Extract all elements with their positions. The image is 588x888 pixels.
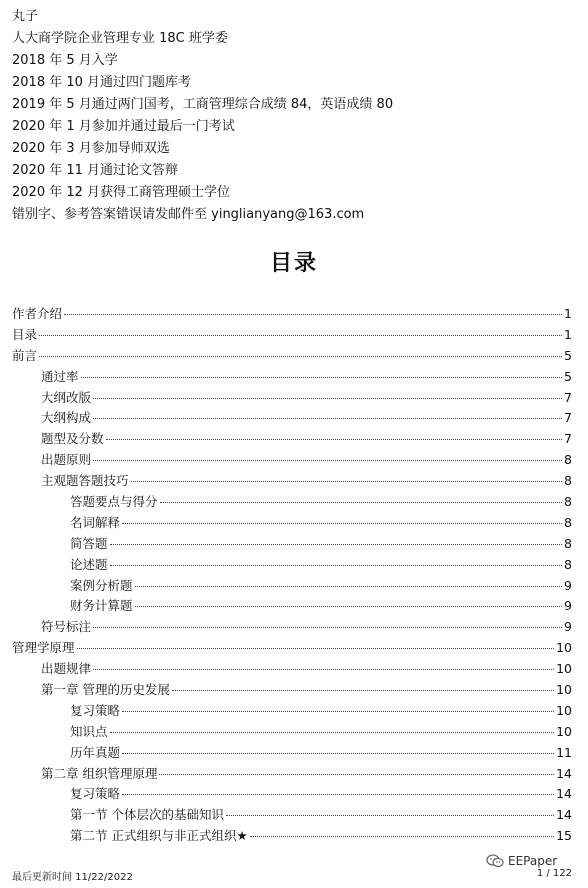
toc-entry-page: 5 xyxy=(564,347,572,363)
toc-leader-dots xyxy=(93,669,554,670)
toc-leader-dots xyxy=(122,523,562,524)
toc-entry-page: 10 xyxy=(556,661,572,677)
toc-entry-page: 11 xyxy=(556,744,572,760)
toc-entry-title: 简答题 xyxy=(70,535,108,551)
toc-leader-dots xyxy=(122,753,554,754)
toc-entry-page: 8 xyxy=(564,556,572,572)
toc-entry[interactable] xyxy=(12,805,572,826)
author-intro xyxy=(12,6,393,226)
toc-entry-title: 第二章 组织管理原理 xyxy=(41,765,158,781)
toc-entry[interactable] xyxy=(12,513,572,534)
page-number: 1 / 122 xyxy=(536,868,572,879)
toc-entry-title: 大纲改版 xyxy=(41,389,92,405)
toc-entry-title: 知识点 xyxy=(70,723,108,739)
toc-leader-dots xyxy=(226,815,554,816)
toc-leader-dots xyxy=(250,836,554,837)
toc-entry-page: 9 xyxy=(564,619,572,635)
toc-leader-dots xyxy=(106,439,563,440)
intro-line: 2019 年 5 月通过两门国考，工商管理综合成绩 84，英语成绩 80 xyxy=(12,97,394,112)
toc-entry-page: 8 xyxy=(564,452,572,468)
toc-entry-page: 10 xyxy=(556,640,572,656)
toc-entry-title: 通过率 xyxy=(41,368,79,384)
toc-leader-dots xyxy=(93,398,562,399)
toc-entry[interactable] xyxy=(12,659,572,680)
intro-line: 2018 年 5 月入学 xyxy=(12,53,118,68)
toc-entry-page: 5 xyxy=(564,368,572,384)
toc-entry[interactable] xyxy=(12,346,572,367)
toc-entry-title: 历年真题 xyxy=(70,744,121,760)
toc-entry-title: 复习策略 xyxy=(70,786,121,802)
toc-entry-title: 符号标注 xyxy=(41,619,92,635)
toc-leader-dots xyxy=(110,565,563,566)
toc-entry[interactable] xyxy=(12,429,572,450)
toc-entry-title: 第一节 个体层次的基础知识 xyxy=(70,807,224,823)
toc-leader-dots xyxy=(64,314,562,315)
toc-entry-page: 14 xyxy=(556,765,572,781)
toc-leader-dots xyxy=(77,648,555,649)
toc-entry-title: 第一章 管理的历史发展 xyxy=(41,682,170,698)
toc-entry[interactable] xyxy=(12,826,572,847)
toc-entry-title: 名词解释 xyxy=(70,514,121,530)
intro-line: 2020 年 11 月通过论文答辩 xyxy=(12,163,179,178)
toc-entry-page: 8 xyxy=(564,494,572,510)
intro-line: 丸子 xyxy=(12,9,39,24)
intro-line: 2020 年 12 月获得工商管理硕士学位 xyxy=(12,185,231,200)
toc-entry-title: 答题要点与得分 xyxy=(70,494,158,510)
toc-leader-dots xyxy=(110,544,563,545)
toc-leader-dots xyxy=(160,502,563,503)
watermark-brand xyxy=(486,854,557,868)
intro-line: 错别字、参考答案错误请发邮件至 yinglianyang@163.com xyxy=(12,207,365,222)
toc-entry-page: 10 xyxy=(556,702,572,718)
toc-entry[interactable] xyxy=(12,764,572,785)
toc-entry-page: 8 xyxy=(564,473,572,489)
intro-line: 2020 年 1 月参加并通过最后一门考试 xyxy=(12,119,235,134)
toc-entry[interactable] xyxy=(12,722,572,743)
toc-entry[interactable] xyxy=(12,304,572,325)
toc-entry[interactable] xyxy=(12,388,572,409)
toc-entry[interactable] xyxy=(12,555,572,576)
brand-name: EEPaper xyxy=(508,854,558,868)
toc-leader-dots xyxy=(135,586,563,587)
toc-entry-page: 8 xyxy=(564,535,572,551)
toc-entry-title: 大纲构成 xyxy=(41,410,92,426)
toc-title: 目录 xyxy=(269,251,318,276)
toc-entry[interactable] xyxy=(12,408,572,429)
toc-leader-dots xyxy=(81,377,563,378)
toc-entry[interactable] xyxy=(12,617,572,638)
toc-entry-title: 出题原则 xyxy=(41,452,92,468)
toc-entry-title: 复习策略 xyxy=(70,702,121,718)
toc-entry-title: 案例分析题 xyxy=(70,577,133,593)
intro-line: 人大商学院企业管理专业 18C 班学委 xyxy=(12,31,228,46)
toc-entry-title: 第二节 正式组织与非正式组织★ xyxy=(70,828,248,844)
toc-entry-title: 作者介绍 xyxy=(12,306,63,321)
toc-entry-page: 14 xyxy=(556,786,572,802)
wechat-icon xyxy=(486,854,504,868)
toc-entry-page: 1 xyxy=(564,306,572,321)
table-of-contents xyxy=(12,304,572,847)
toc-entry-page: 1 xyxy=(564,326,572,342)
last-updated: 最后更新时间 11/22/2022 xyxy=(12,872,133,883)
toc-entry[interactable] xyxy=(12,325,572,346)
toc-entry-title: 题型及分数 xyxy=(41,431,104,447)
toc-leader-dots xyxy=(122,711,554,712)
toc-entry[interactable] xyxy=(12,576,572,597)
toc-leader-dots xyxy=(122,794,554,795)
toc-leader-dots xyxy=(172,690,554,691)
toc-entry[interactable] xyxy=(12,638,572,659)
toc-entry-title: 主观题答题技巧 xyxy=(41,473,129,489)
toc-leader-dots xyxy=(39,335,562,336)
toc-entry[interactable] xyxy=(12,367,572,388)
toc-entry-page: 15 xyxy=(556,828,572,844)
toc-leader-dots xyxy=(93,627,562,628)
toc-entry-page: 7 xyxy=(564,410,572,426)
toc-entry[interactable] xyxy=(12,680,572,701)
toc-entry[interactable] xyxy=(12,471,572,492)
toc-leader-dots xyxy=(159,774,554,775)
toc-leader-dots xyxy=(131,481,563,482)
toc-entry-page: 8 xyxy=(564,514,572,530)
toc-leader-dots xyxy=(93,460,562,461)
toc-entry[interactable] xyxy=(12,743,572,764)
toc-leader-dots xyxy=(110,732,555,733)
toc-entry[interactable] xyxy=(12,596,572,617)
toc-entry[interactable] xyxy=(12,701,572,722)
toc-entry-title: 目录 xyxy=(12,326,38,342)
toc-entry[interactable] xyxy=(12,534,572,555)
toc-leader-dots xyxy=(135,606,563,607)
toc-entry-title: 财务计算题 xyxy=(70,598,133,614)
toc-entry[interactable] xyxy=(12,492,572,513)
toc-leader-dots xyxy=(39,356,562,357)
toc-entry-title: 出题规律 xyxy=(41,661,92,677)
toc-entry-title: 论述题 xyxy=(70,556,108,572)
toc-entry-page: 14 xyxy=(556,807,572,823)
toc-entry-page: 7 xyxy=(564,389,572,405)
toc-entry[interactable] xyxy=(12,450,572,471)
toc-leader-dots xyxy=(93,418,562,419)
toc-entry[interactable] xyxy=(12,784,572,805)
toc-entry-title: 前言 xyxy=(12,347,38,363)
intro-line: 2020 年 3 月参加导师双选 xyxy=(12,141,170,156)
intro-line: 2018 年 10 月通过四门题库考 xyxy=(12,75,192,90)
toc-entry-page: 10 xyxy=(556,723,572,739)
toc-entry-page: 7 xyxy=(564,431,572,447)
toc-entry-page: 9 xyxy=(564,598,572,614)
toc-entry-page: 10 xyxy=(556,682,572,698)
toc-entry-title: 管理学原理 xyxy=(12,640,75,656)
toc-entry-page: 9 xyxy=(564,577,572,593)
